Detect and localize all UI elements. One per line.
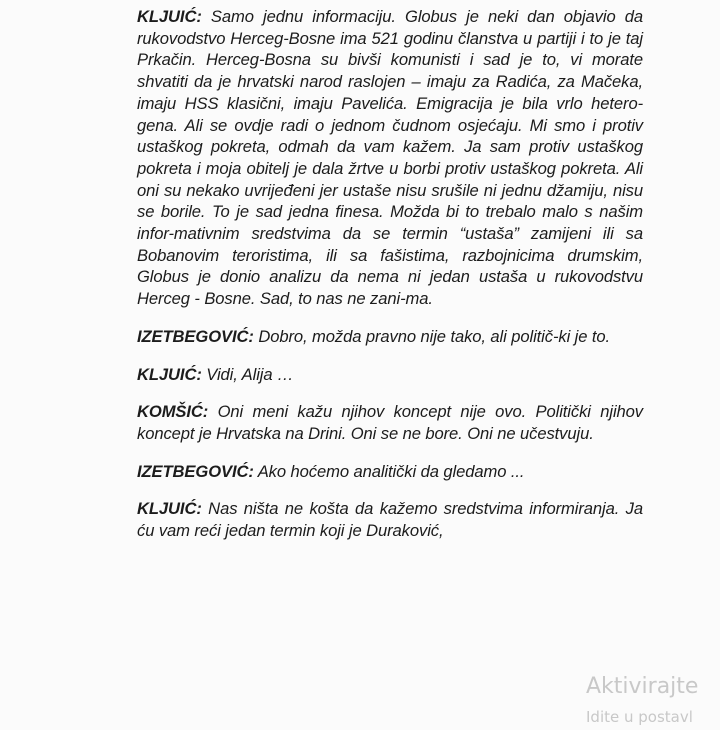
transcript-paragraph: [137, 326, 643, 348]
speech-text: Oni meni kažu njihov koncept nije ovo. Politički njihov koncept je Hrvatska na Drini. Oni se ne bore. Oni ne učestvuju.: [137, 402, 643, 443]
speech-text: Nas ništa ne košta da kažemo sredstvima informiranja. Ja ću vam reći jedan termin koji je Duraković,: [137, 499, 643, 541]
transcript-column: [137, 6, 643, 558]
speech-text: Dobro, možda pravno nije tako, ali politič-ki je to.: [253, 326, 611, 346]
transcript-paragraph: [137, 6, 643, 310]
activation-watermark-title: Aktivirajte: [586, 674, 699, 699]
transcript-paragraph: [137, 364, 643, 386]
speech-text: Vidi, Alija …: [201, 364, 294, 384]
speaker-name: KOMŠIĆ:: [137, 402, 209, 422]
speech-text: Samo jednu informaciju. Globus je neki dan objavio da rukovodstvo Herceg-Bosne ima 521 godinu članstva u partiji i to je taj Prkačin. Herceg-Bosna su bivši komunisti i sad je to, vi morate shvatiti da je hrvatski narod raslojen – imaju za Radića, za Mačeka, imaju HSS klasični, imaju Pavelića. Emigracija je bila vrlo hetero-gena. Ali se ovdje radi o jednom čudnom osjećaju. Mi smo i protiv ustaškog pokreta, odmah da vam kažem. Ja sam protiv ustaškog pokreta i moja obitelj je dala žrtve u borbi protiv ustaškog pokreta. Ali oni su nekako uvrijeđeni jer ustaše nisu srušile ni jednu džamiju, nisu se borile. To je sad jedna finesa. Možda bi to trebalo malo s našim infor-mativnim sredstvima da se termin “ustaša” zamijeni ili sa Bobanovim teroristima, ili sa fašistima, razbojnicima drumskim, Globus je donio analizu da nema ni jedan ustaša u rukovodstvu Herceg - Bosne. Sad, to nas ne zani-ma.: [137, 7, 643, 309]
speech-text: Ako hoćemo analitički da gledamo ...: [253, 461, 525, 481]
transcript-paragraph: [137, 461, 643, 483]
transcript-paragraph: [137, 498, 643, 541]
speaker-name: KLJUIĆ:: [137, 364, 202, 384]
speaker-name: IZETBEGOVIĆ:: [137, 326, 254, 346]
speaker-name: IZETBEGOVIĆ:: [137, 461, 254, 481]
activation-watermark-subtitle: Idite u postavl: [586, 708, 693, 726]
speaker-name: KLJUIĆ:: [137, 499, 202, 519]
speaker-name: KLJUIĆ:: [137, 7, 202, 26]
transcript-paragraph: [137, 401, 643, 444]
